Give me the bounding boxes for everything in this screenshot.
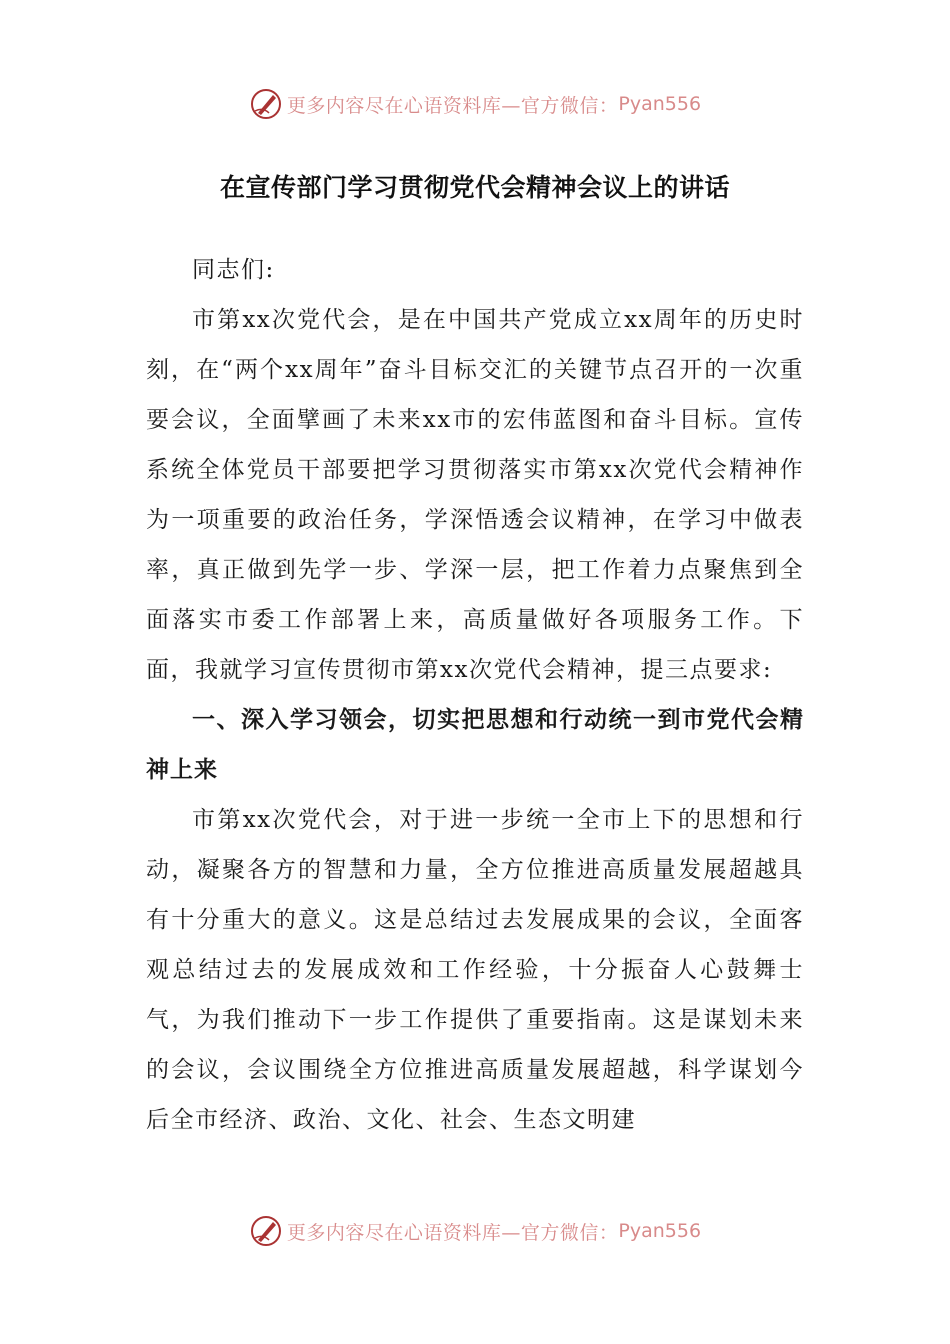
watermark-wechat-id: Pyan556 bbox=[618, 93, 702, 115]
salutation: 同志们: bbox=[192, 257, 275, 283]
watermark-top bbox=[0, 84, 950, 124]
section-heading-1: 一、深入学习领会，切实把思想和行动统一到市党代会精神上来 bbox=[146, 707, 804, 783]
watermark-wechat-id: Pyan556 bbox=[618, 1220, 702, 1242]
quill-logo-icon bbox=[249, 1214, 283, 1248]
paragraph-section-1: 市第xx次党代会，对于进一步统一全市上下的思想和行动，凝聚各方的智慧和力量，全方位推进高质量发展超越具有十分重大的意义。这是总结过去发展成果的会议，全面客观总结过去的发展成效和工作经验，十分振奋人心鼓舞士气，为我们推动下一步工作提供了重要指南。这是谋划未来的会议，会议围绕全方位推进高质量发展超越，科学谋划今后全市经济、政治、文化、社会、生态文明建 bbox=[146, 807, 804, 1133]
quill-logo-icon bbox=[249, 87, 283, 121]
watermark-bottom bbox=[0, 1211, 950, 1251]
document-title: 在宣传部门学习贯彻党代会精神会议上的讲话 bbox=[219, 173, 730, 202]
watermark-text: 更多内容尽在心语资料库—官方微信： bbox=[286, 94, 619, 117]
document-body bbox=[146, 245, 804, 1145]
paragraph-intro: 市第xx次党代会，是在中国共产党成立xx周年的历史时刻，在“两个xx周年”奋斗目标交汇的关键节点召开的一次重要会议，全面擘画了未来xx市的宏伟蓝图和奋斗目标。宣传系统全体党员干部要把学习贯彻落实市第xx次党代会精神作为一项重要的政治任务，学深悟透会议精神，在学习中做表率，真正做到先学一步、学深一层，把工作着力点聚焦到全面落实市委工作部署上来，高质量做好各项服务工作。下面，我就学习宣传贯彻市第xx次党代会精神，提三点要求: bbox=[146, 307, 804, 683]
watermark-text: 更多内容尽在心语资料库—官方微信： bbox=[286, 1221, 619, 1244]
